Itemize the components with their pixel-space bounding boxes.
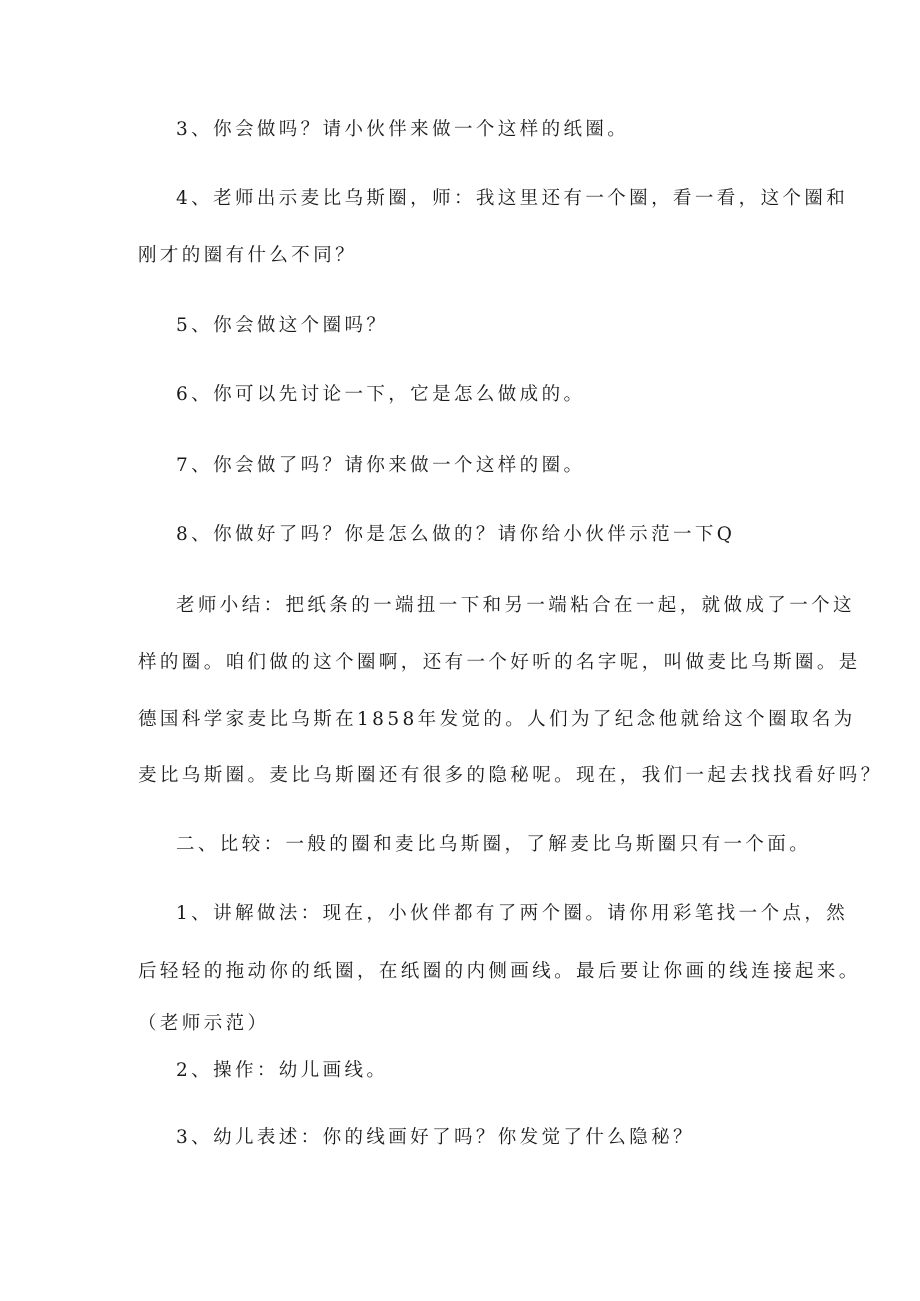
text-line-summary-cont-3: 麦比乌斯圈。麦比乌斯圈还有很多的隐秘呢。现在，我们一起去找找看好吗？	[138, 765, 883, 786]
text-line-step-7: 7、你会做了吗？请你来做一个这样的圈。	[176, 455, 586, 476]
text-line-explain-cont: 后轻轻的拖动你的纸圈，在纸圈的内侧画线。最后要让你画的线连接起来。	[138, 961, 861, 982]
text-line-step-5: 5、你会做这个圈吗？	[176, 315, 389, 336]
text-line-describe: 3、幼儿表述：你的线画好了吗？你发觉了什么隐秘？	[176, 1127, 695, 1148]
text-line-summary-cont-1: 样的圈。咱们做的这个圈啊，还有一个好听的名字呢，叫做麦比乌斯圈。是	[138, 652, 861, 673]
text-line-explain: 1、讲解做法：现在，小伙伴都有了两个圈。请你用彩笔找一个点，然	[176, 903, 849, 924]
text-line-step-3: 3、你会做吗？请小伙伴来做一个这样的纸圈。	[176, 119, 630, 140]
text-line-step-4: 4、老师出示麦比乌斯圈，师：我这里还有一个圈，看一看，这个圈和	[176, 188, 849, 209]
text-line-step-6: 6、你可以先讨论一下，它是怎么做成的。	[176, 384, 586, 405]
text-line-step-4-cont: 刚才的圈有什么不同？	[138, 245, 358, 266]
section-heading-compare: 二、比较：一般的圈和麦比乌斯圈，了解麦比乌斯圈只有一个面。	[176, 834, 812, 855]
text-line-step-8: 8、你做好了吗？你是怎么做的？请你给小伙伴示范一下Q	[176, 524, 736, 545]
text-line-operate: 2、操作：幼儿画线。	[176, 1060, 389, 1081]
text-line-summary-cont-2: 德国科学家麦比乌斯在1858年发觉的。人们为了纪念他就给这个圈取名为	[138, 709, 856, 730]
text-line-summary: 老师小结：把纸条的一端扭一下和另一端粘合在一起，就做成了一个这	[176, 595, 855, 616]
text-line-teacher-demo: （老师示范）	[138, 1013, 270, 1034]
